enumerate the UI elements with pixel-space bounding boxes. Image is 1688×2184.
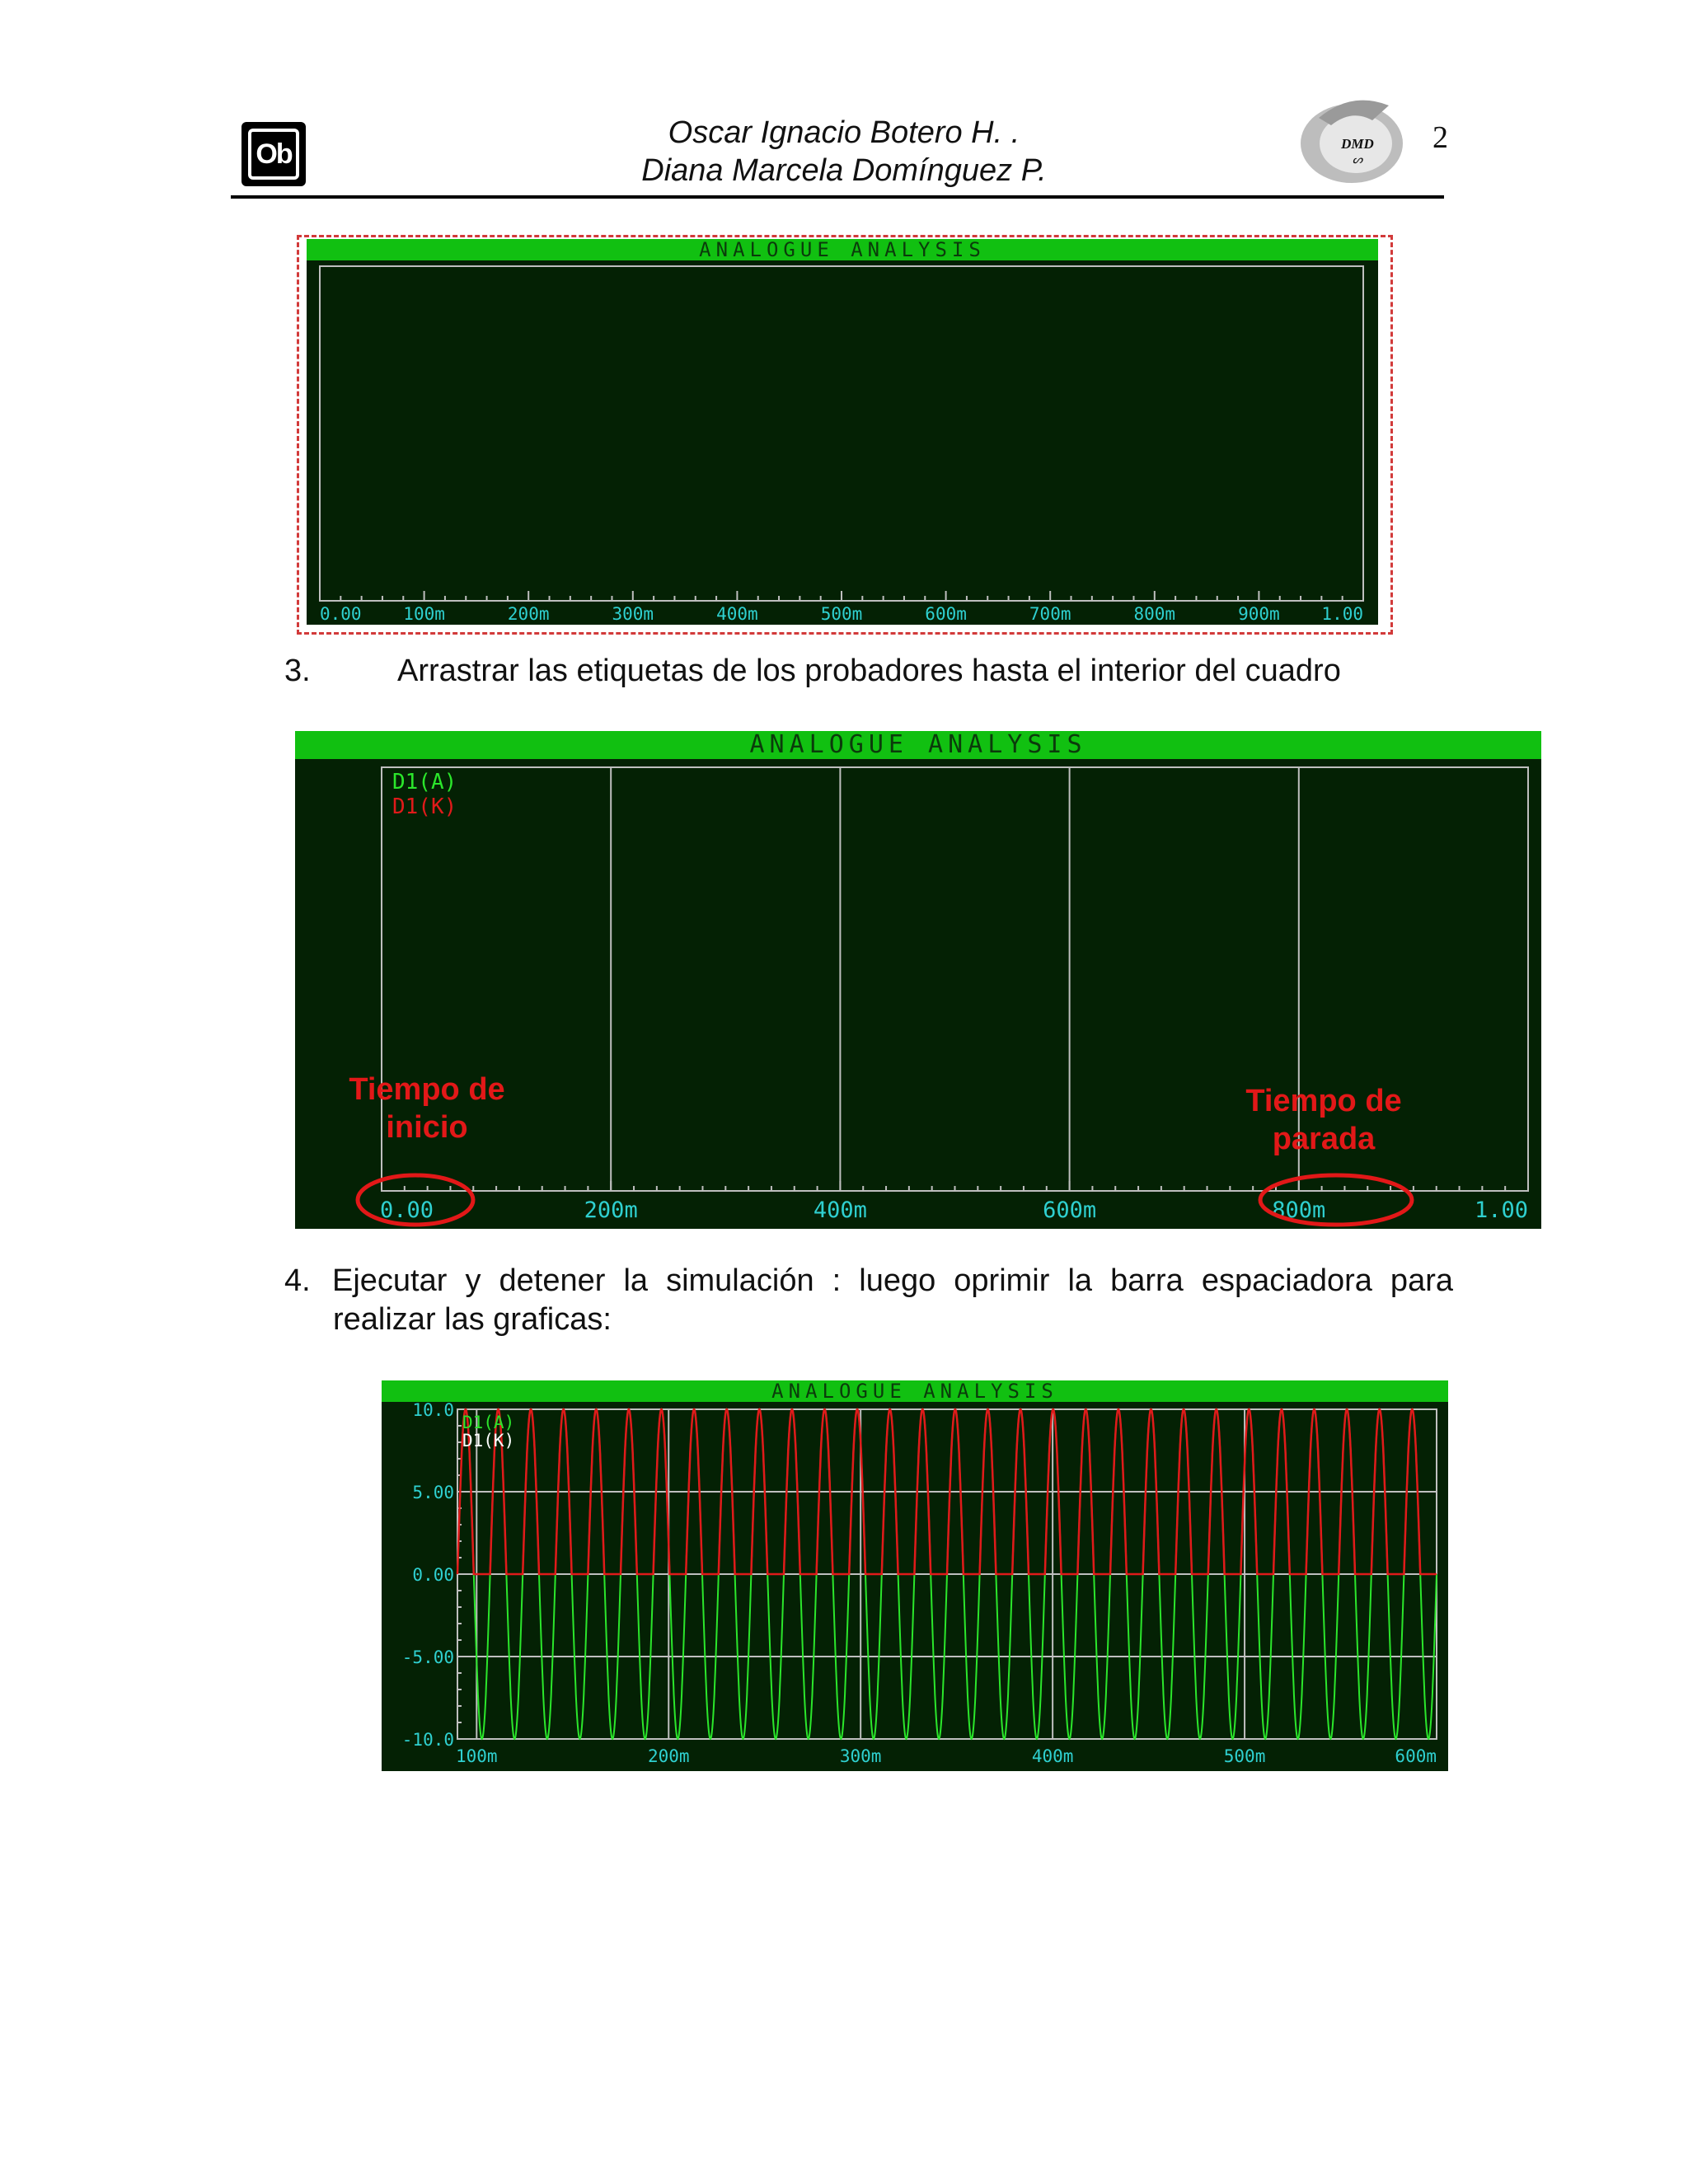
- figure1-x-tick-label: 0.00: [320, 604, 362, 624]
- figure2-x-tick-label: 400m: [813, 1197, 867, 1223]
- header-rule: [231, 195, 1444, 199]
- figure1-x-tick-label: 600m: [925, 604, 967, 624]
- dmd-logo: [1290, 89, 1414, 193]
- figure1-x-tick-label: 900m: [1238, 604, 1280, 624]
- figure2-title: ANALOGUE ANALYSIS: [295, 731, 1541, 759]
- figure1-x-tick-label: 100m: [403, 604, 445, 624]
- step4-line1: Ejecutar y detener la simulación : luego oprimir la barra espaciadora para: [332, 1263, 1453, 1298]
- stop-callout-line1: Tiempo de: [1245, 1084, 1402, 1118]
- figure3-x-tick-label: 400m: [1031, 1746, 1074, 1766]
- page-number: 2: [1432, 120, 1448, 155]
- figure1-plot: [307, 239, 1378, 625]
- figure3-title: ANALOGUE ANALYSIS: [382, 1380, 1448, 1402]
- figure2-x-tick-label: 600m: [1043, 1197, 1097, 1223]
- figure3-probe-a: D1(A): [462, 1413, 515, 1432]
- figure2-x-tick-label: 800m: [1272, 1197, 1326, 1223]
- stop-callout-line2: parada: [1272, 1122, 1376, 1156]
- figure3-plot: [382, 1380, 1448, 1771]
- figure1-x-tick-label: 500m: [820, 604, 863, 624]
- step4-number: 4.: [284, 1263, 311, 1298]
- figure1-x-tick-label: 300m: [612, 604, 654, 624]
- figure2-x-tick-label: 0.00: [380, 1197, 434, 1223]
- author-line-1: Oscar Ignacio Botero H. .: [668, 115, 1020, 150]
- figure1-x-tick-label: 200m: [507, 604, 550, 624]
- figure2-probe-k: D1(K): [392, 794, 457, 819]
- figure1-x-tick-label: 800m: [1133, 604, 1176, 624]
- figure2-x-tick-label: 1.00: [1474, 1197, 1528, 1223]
- figure1-title: ANALOGUE ANALYSIS: [307, 239, 1378, 260]
- figure3-y-tick-label: 0.00: [412, 1565, 454, 1585]
- start-time-callout: [336, 1071, 518, 1146]
- figure3-y-tick-label: 5.00: [412, 1483, 454, 1502]
- figure3-x-tick-label: 100m: [456, 1746, 498, 1766]
- step3-number: 3.: [284, 654, 311, 688]
- author-line-2: Diana Marcela Domínguez P.: [641, 153, 1047, 188]
- figure2-probe-a: D1(A): [392, 770, 457, 794]
- figure1-x-tick-label: 400m: [716, 604, 758, 624]
- figure2-x-tick-label: 200m: [584, 1197, 638, 1223]
- figure3-x-tick-label: 500m: [1223, 1746, 1266, 1766]
- figure3-y-tick-label: -5.00: [401, 1647, 454, 1667]
- start-callout-line1: Tiempo de: [349, 1072, 505, 1107]
- figure1-graph-window: [307, 239, 1378, 625]
- svg-text:ᔕ: ᔕ: [1352, 154, 1363, 166]
- ob-logo-text: Ob: [256, 138, 292, 170]
- figure3-x-tick-label: 300m: [839, 1746, 882, 1766]
- figure3-x-tick-label: 200m: [647, 1746, 690, 1766]
- figure3-graph-window: [382, 1380, 1448, 1771]
- figure3-probe-k: D1(K): [462, 1431, 515, 1451]
- dmd-logo-text: DMD: [1341, 136, 1374, 152]
- figure3-x-tick-label: 600m: [1395, 1746, 1437, 1766]
- stop-time-callout: [1225, 1082, 1423, 1158]
- figure1-x-tick-label: 700m: [1029, 604, 1071, 624]
- figure3-y-tick-label: -10.0: [401, 1730, 454, 1750]
- figure1-x-tick-label: 1.00: [1321, 604, 1363, 624]
- figure2-graph-window: [295, 731, 1541, 1229]
- figure3-y-tick-label: 10.0: [412, 1400, 454, 1420]
- start-callout-line2: inicio: [386, 1110, 468, 1145]
- step4-line2: realizar las graficas:: [333, 1302, 612, 1337]
- step3-text: Arrastrar las etiquetas de los probadores hasta el interior del cuadro: [397, 654, 1341, 688]
